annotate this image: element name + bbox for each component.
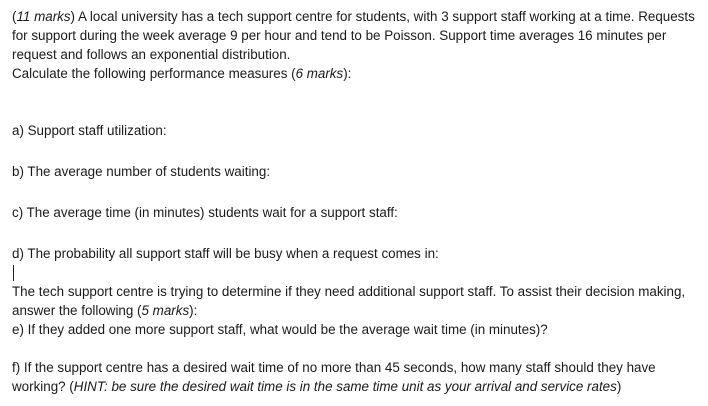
text-cursor-line[interactable]	[12, 263, 702, 282]
calculate-close: ):	[343, 66, 352, 81]
calculate-instruction	[12, 64, 702, 83]
part2-marks: 5 marks	[141, 303, 190, 318]
question-f-close: )	[616, 379, 622, 394]
question-b: b) The average number of students waiting:	[12, 164, 271, 179]
intro-paragraph: (11 marks) A local university has a tech support centre for students, with 3 support staff working at a time. Requests for support during the week average 9 per hour and tend to be Poisson. Support time averages 16 minutes per request and follows an exponential distribution.	[12, 9, 695, 62]
intro-marks: 11 marks	[16, 9, 71, 24]
calculate-marks: 6 marks	[295, 66, 344, 81]
question-f-hint: HINT: be sure the desired wait time is in the same time unit as your arrival and service rates	[73, 379, 617, 394]
text-caret	[13, 265, 14, 281]
document-body	[12, 7, 702, 396]
part2-text: The tech support centre is trying to determine if they need additional support staff. To assist their decision making, answer the following (	[12, 284, 686, 318]
question-f-text: f) If the support centre has a desired wait time of no more than 45 seconds, how many staff should they have working? (	[12, 360, 656, 394]
question-f	[12, 358, 702, 396]
question-c: c) The average time (in minutes) students wait for a support staff:	[12, 205, 398, 220]
question-e: e) If they added one more support staff, what would be the average wait time (in minutes)?	[12, 322, 548, 337]
part2-close: ):	[189, 303, 198, 318]
part2-intro	[12, 282, 702, 320]
question-d: d) The probability all support staff will be busy when a request comes in:	[12, 246, 439, 261]
question-a: a) Support staff utilization:	[12, 123, 167, 138]
intro-text: A local university has a tech support centre for students, with 3 support staff working at a time. Requests for support during the week average 9 per hour and tend to be Poisson. Support time averages 16 minutes per request and follows an exponential distribution.	[12, 9, 695, 62]
calculate-text: Calculate the following performance measures (	[12, 66, 296, 81]
